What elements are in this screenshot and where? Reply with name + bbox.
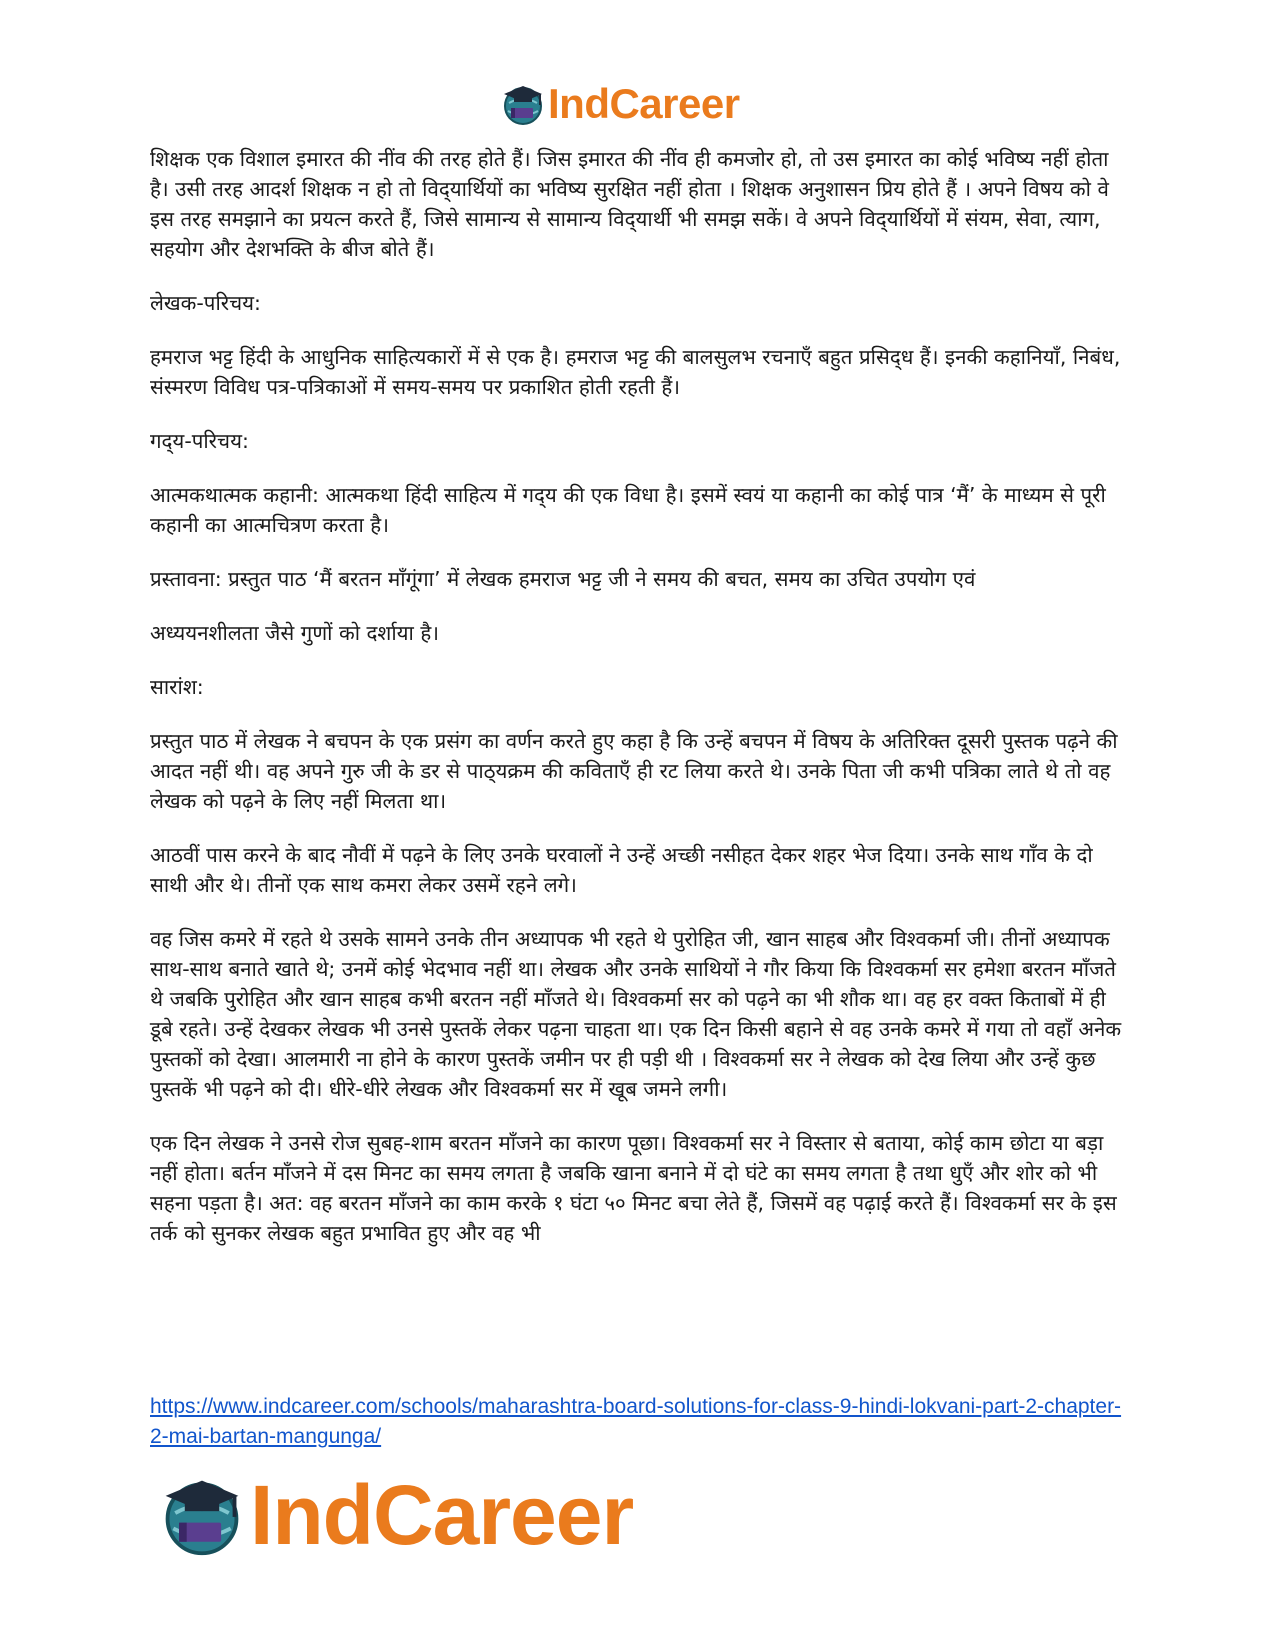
paragraph-preface-continued: अध्ययनशीलता जैसे गुणों को दर्शाया है। [150, 621, 440, 645]
graduation-cap-globe-icon [158, 1471, 246, 1559]
source-link-block [150, 1392, 1130, 1452]
article-body [150, 144, 1130, 1272]
paragraph-teacher-intro: शिक्षक एक विशाल इमारत की नींव की तरह होते हैं। जिस इमारत की नींव ही कमजोर हो, तो उस इमारत का कोई भविष्य नहीं होता है। उसी तरह आदर्श शिक्षक न हो तो विद्‌यार्थियों का भविष्य सुरक्षित नहीं होता । शिक्षक अनुशासन प्रिय होते हैं । अपने विषय को वे इस तरह समझाने का प्रयत्न करते हैं, जिसे सामान्य से सामान्य विद्‌यार्थी भी समझ सकें। वे अपने विद्‌यार्थियों में संयम, सेवा, त्याग, सहयोग और देशभक्ति के बीज बोते हैं। [150, 147, 1109, 261]
header-logo [500, 76, 740, 132]
paragraph-summary-3: वह जिस कमरे में रहते थे उसके सामने उनके तीन अध्यापक भी रहते थे पुरोहित जी, खान साहब और विश्वकर्मा जी। तीनों अध्यापक साथ-साथ बनाते खाते थे; उनमें कोई भेदभाव नहीं था। लेखक और उनके साथियों ने गौर किया कि विश्वकर्मा सर हमेशा बरतन माँजते थे जबकि पुरोहित और खान साहब कभी बरतन नहीं माँजते थे। विश्वकर्मा सर को पढ़ने का भी शौक था। वह हर वक्त किताबों में ही डूबे रहते। उन्हें देखकर लेखक भी उनसे पुस्तकें लेकर पढ़ना चाहता था। एक दिन किसी बहाने से वह उनके कमरे में गया तो वहाँ अनेक पुस्तकों को देखा। आलमारी ना होने के कारण पुस्तकें जमीन पर ही पड़ी थी । विश्वकर्मा सर ने लेखक को देख लिया और उन्हें कुछ पुस्तकें भी पढ़ने को दी। धीरे-धीरे लेखक और विश्वकर्मा सर में खूब जमने लगी। [150, 927, 1122, 1101]
paragraph-summary-1: प्रस्तुत पाठ में लेखक ने बचपन के एक प्रसंग का वर्णन करते हुए कहा है कि उन्हें बचपन में विषय के अतिरिक्त दूसरी पुस्तक पढ़ने की आदत नहीं थी। वह अपने गुरु जी के डर से पाठ्‌यक्रम की कविताएँ ही रट लिया करते थे। उनके पिता जी कभी पत्रिका लाते थे तो वह लेखक को पढ़ने के लिए नहीं मिलता था। [150, 729, 1118, 813]
source-link[interactable]: https://www.indcareer.com/schools/maharashtra-board-solutions-for-class-9-hindi-lokvani-part-2-chapter-2-mai-bartan-mangunga/ [150, 1395, 1122, 1448]
paragraph-preface: प्रस्तावना: प्रस्तुत पाठ ‘मैं बरतन माँगूंगा’ में लेखक हमराज भट्ट जी ने समय की बचत, समय का उचित उपयोग एवं [150, 567, 976, 591]
brand-name: IndCareer [250, 1468, 634, 1562]
heading-prose-intro: गद्‌य-परिचय: [150, 429, 249, 453]
brand-name: IndCareer [548, 80, 740, 127]
paragraph-summary-4: एक दिन लेखक ने उनसे रोज सुबह-शाम बरतन माँजने का कारण पूछा। विश्वकर्मा सर ने विस्तार से बताया, कोई काम छोटा या बड़ा नहीं होता। बर्तन माँजने में दस मिनट का समय लगता है जबकि खाना बनाने में दो घंटे का समय लगता है तथा धुएँ और शोर को भी सहना पड़ता है। अत: वह बरतन माँजने का काम करके १ घंटा ५० मिनट बचा लेते हैं, जिसमें वह पढ़ाई करते हैं। विश्वकर्मा सर के इस तर्क को सुनकर लेखक बहुत प्रभावित हुए और वह भी [150, 1131, 1117, 1245]
graduation-cap-globe-icon [500, 81, 546, 127]
paragraph-summary-2: आठवीं पास करने के बाद नौवीं में पढ़ने के लिए उनके घरवालों ने उन्हें अच्छी नसीहत देकर शहर भेज दिया। उनके साथ गाँव के दो साथी और थे। तीनों एक साथ कमरा लेकर उसमें रहने लगे। [150, 843, 1093, 897]
heading-summary: सारांश: [150, 675, 204, 699]
paragraph-author-intro: हमराज भट्ट हिंदी के आधुनिक साहित्यकारों में से एक है। हमराज भट्ट की बालसुलभ रचनाएँ बहुत प्रसिद्‌ध हैं। इनकी कहानियाँ, निबंध, संस्मरण विविध पत्र-पत्रिकाओं में समय-समय पर प्रकाशित होती रहती हैं। [150, 345, 1121, 399]
paragraph-prose-intro: आत्मकथात्मक कहानी: आत्मकथा हिंदी साहित्य में गद्‌य की एक विधा है। इसमें स्वयं या कहानी का कोई पात्र ‘मैं’ के माध्यम से पूरी कहानी का आत्मचित्रण करता है। [150, 483, 1106, 537]
heading-author-intro: लेखक-परिचय: [150, 291, 261, 315]
footer-logo [158, 1460, 633, 1570]
